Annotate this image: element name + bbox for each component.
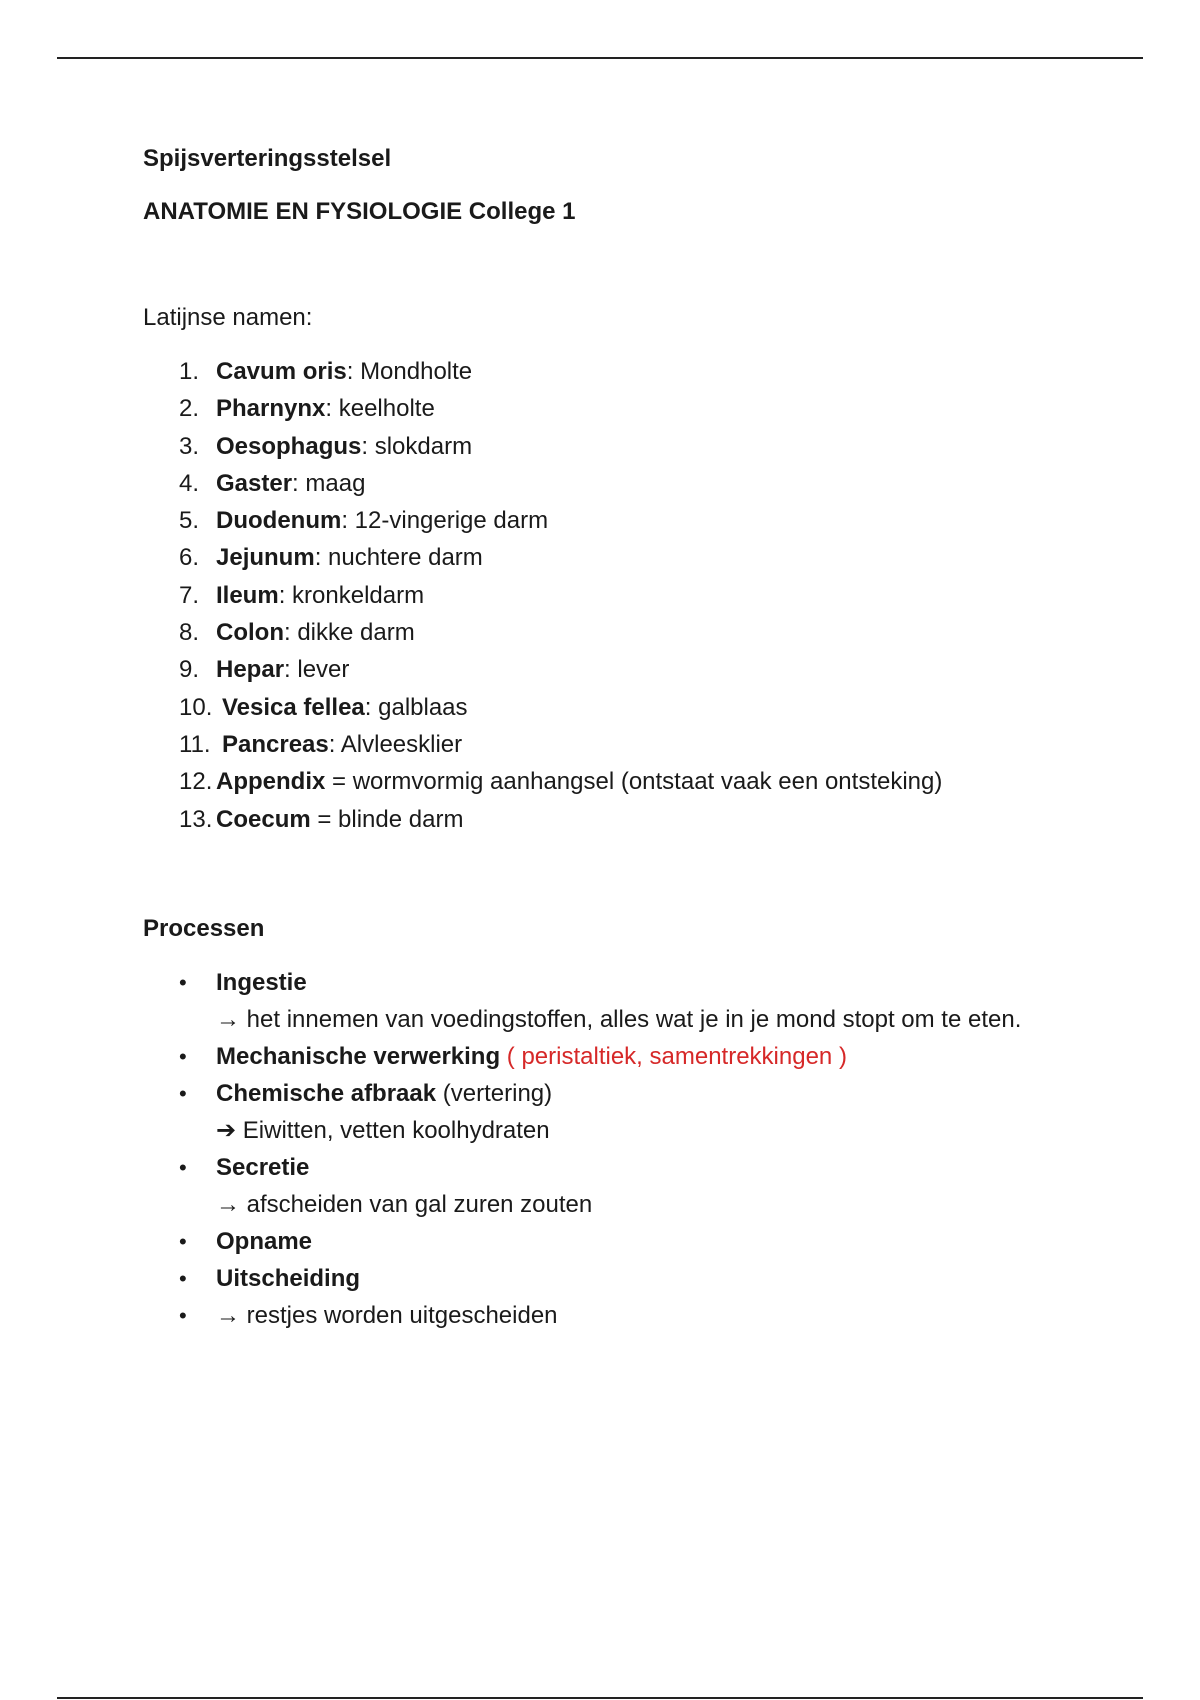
dutch-name: blinde darm (338, 805, 464, 833)
dutch-name: Alvleesklier (340, 730, 463, 758)
list-number: 7. (179, 581, 200, 609)
bullet-icon: • (179, 1302, 187, 1328)
separator: : (361, 432, 375, 460)
process-description: → afscheiden van gal zuren zouten (216, 1190, 593, 1218)
dutch-name: 12-vingerige darm (354, 507, 549, 535)
process-description: ➔ Eiwitten, vetten koolhydraten (216, 1116, 550, 1144)
latin-term: Ileum (216, 581, 279, 609)
dutch-name: galblaas (378, 693, 468, 721)
process-item-uitscheiding (143, 1260, 1036, 1297)
processes-list (143, 964, 1103, 1334)
list-item (143, 651, 1103, 688)
document-title: Spijsverteringsstelsel (143, 145, 392, 172)
process-label: Opname (216, 1227, 313, 1255)
process-label: Secretie (216, 1153, 310, 1181)
process-label: Mechanische verwerking (216, 1042, 501, 1070)
list-item (143, 763, 1103, 800)
separator: = (325, 768, 353, 796)
latin-term: Pancreas (222, 730, 329, 758)
bullet-icon: • (179, 1228, 187, 1254)
separator: : (346, 358, 361, 385)
separator: : (314, 544, 329, 572)
list-number: 10. (179, 693, 213, 721)
list-number: 3. (179, 432, 200, 460)
bullet-icon: • (179, 1043, 187, 1069)
latin-term: Gaster (216, 469, 293, 497)
list-number: 1. (179, 358, 200, 385)
bullet-icon: • (179, 1080, 187, 1106)
list-item (143, 801, 1103, 838)
dutch-name: kronkeldarm (292, 581, 425, 609)
dutch-name: lever (297, 656, 350, 684)
latin-term: Oesophagus (216, 432, 362, 460)
separator: : (328, 730, 341, 758)
latin-names-list (143, 353, 1103, 838)
separator: : (364, 693, 379, 721)
separator: = (310, 805, 339, 833)
dutch-name: Mondholte (360, 358, 473, 385)
process-description: → het innemen van voedingstoffen, alles wat je in je mond stopt om te eten. (216, 1005, 1022, 1033)
top-rule (57, 57, 1143, 59)
dutch-name: keelholte (338, 395, 435, 423)
process-label: Uitscheiding (216, 1264, 361, 1292)
processes-heading: Processen (143, 914, 265, 942)
latin-term: Vesica fellea (222, 693, 365, 721)
latin-term: Pharnynx (216, 395, 326, 423)
bullet-icon: • (179, 1265, 187, 1291)
process-item-chemisch (143, 1075, 1036, 1149)
latin-term: Colon (216, 619, 284, 647)
list-item (143, 390, 1103, 427)
document-body (143, 140, 1103, 1334)
separator: : (284, 656, 298, 684)
latin-names-heading: Latijnse namen: (143, 304, 313, 331)
dutch-name: wormvormig aanhangsel (ontstaat vaak een ontsteking) (352, 768, 943, 796)
list-item (143, 353, 1103, 390)
list-number: 2. (179, 395, 200, 423)
latin-term: Duodenum (216, 507, 342, 535)
document-subtitle: ANATOMIE EN FYSIOLOGIE College 1 (143, 198, 576, 225)
list-item (143, 577, 1103, 614)
latin-term: Cavum oris (216, 358, 347, 385)
separator: : (292, 469, 306, 497)
latin-term: Hepar (216, 656, 285, 684)
process-note: ( peristaltiek, samentrekkingen ) (500, 1042, 847, 1070)
dutch-name: maag (305, 469, 366, 497)
list-item (143, 502, 1103, 539)
process-item-mechanisch (143, 1038, 1036, 1075)
dutch-name: nuchtere darm (328, 544, 483, 572)
separator: : (341, 507, 355, 535)
latin-term: Appendix (216, 768, 326, 796)
list-number: 6. (179, 544, 200, 572)
process-item-secretie (143, 1149, 1036, 1223)
list-item (143, 689, 1103, 726)
list-item (143, 465, 1103, 502)
latin-term: Jejunum (216, 544, 315, 572)
list-number: 12. (179, 768, 213, 796)
list-item (143, 428, 1103, 465)
list-item (143, 539, 1103, 576)
process-description: → restjes worden uitgescheiden (216, 1301, 558, 1329)
bullet-icon: • (179, 1154, 187, 1180)
separator: : (283, 619, 298, 647)
process-item-ingestie (143, 964, 1036, 1038)
list-item (143, 726, 1103, 763)
bullet-icon: • (179, 969, 187, 995)
latin-term: Coecum (216, 805, 311, 833)
dutch-name: slokdarm (374, 432, 473, 460)
process-label: Ingestie (216, 968, 307, 996)
list-number: 9. (179, 656, 200, 684)
list-number: 13. (179, 805, 213, 833)
process-note: (vertering) (436, 1079, 553, 1107)
process-item-restjes (143, 1297, 1036, 1334)
bottom-rule (57, 1697, 1143, 1699)
dutch-name: dikke darm (297, 619, 415, 647)
separator: : (278, 581, 293, 609)
process-label: Chemische afbraak (216, 1079, 437, 1107)
list-number: 8. (179, 619, 200, 647)
list-number: 11. (179, 730, 211, 758)
list-number: 4. (179, 469, 200, 497)
separator: : (325, 395, 339, 423)
process-item-opname (143, 1223, 1036, 1260)
list-item (143, 614, 1103, 651)
list-number: 5. (179, 507, 200, 535)
